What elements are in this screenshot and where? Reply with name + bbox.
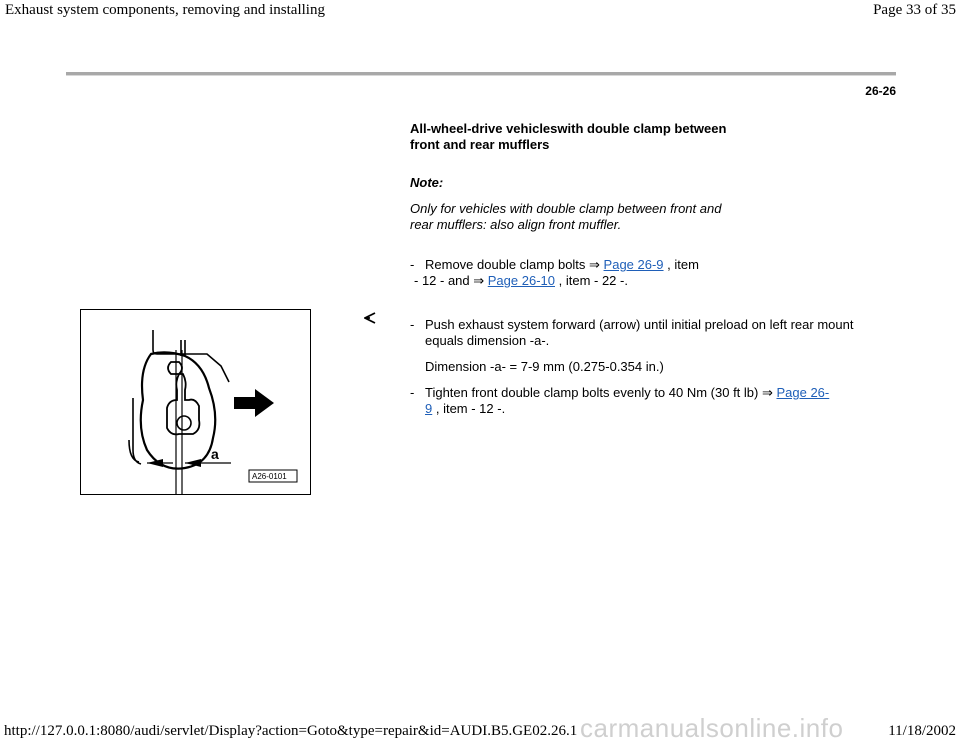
page-indicator: Page 33 of 35 (873, 2, 956, 18)
watermark: carmanualsonline.info (580, 713, 844, 743)
header-rule (66, 72, 896, 76)
dimension-spec: Dimension -a- = 7-9 mm (0.275-0.354 in.) (425, 359, 664, 374)
figure-pointer-icon (364, 311, 376, 329)
step-push-exhaust (410, 317, 890, 375)
step-remove-bolts (410, 257, 770, 289)
step-dash: - (410, 317, 415, 332)
note-text: Only for vehicles with double clamp between front and rear mufflers: also align front muffler. (410, 201, 722, 232)
step-tighten-bolts (410, 385, 890, 417)
step-text: Remove double clamp bolts ⇒ (425, 257, 604, 272)
link-page-26-9[interactable]: Page 26-9 (603, 257, 664, 272)
page-number: 26-26 (865, 84, 896, 98)
note-label: Note: (410, 175, 444, 190)
link-page-26-9[interactable]: Page 26- (776, 385, 830, 400)
figure-code: A26-0101 (252, 472, 287, 481)
step-text: , item (663, 257, 699, 272)
step-text: - 12 - and ⇒ (414, 273, 488, 288)
dimension-a-label: a (211, 446, 219, 462)
link-page-26-10[interactable]: Page 26-10 (487, 273, 555, 288)
section-heading: All-wheel-drive vehicleswith double clamp between front and rear mufflers (410, 121, 727, 152)
step-dash: - (410, 257, 415, 272)
exhaust-mount-figure (80, 309, 311, 495)
footer-date: 11/18/2002 (888, 723, 956, 739)
footer-url: http://127.0.0.1:8080/audi/servlet/Display?action=Goto&type=repair&id=AUDI.B5.GE02.26.1 (4, 723, 578, 739)
step-dash: - (410, 385, 415, 400)
step-text: Tighten front double clamp bolts evenly to 40 Nm (30 ft lb) ⇒ (425, 385, 777, 400)
document-title: Exhaust system components, removing and installing (5, 2, 325, 18)
link-page-26-9[interactable]: 9 (425, 401, 433, 416)
step-text: Push exhaust system forward (arrow) until initial preload on left rear mount equals dimension -a-. (425, 317, 854, 348)
step-text: , item - 12 -. (432, 401, 506, 416)
step-text: , item - 22 -. (555, 273, 628, 288)
